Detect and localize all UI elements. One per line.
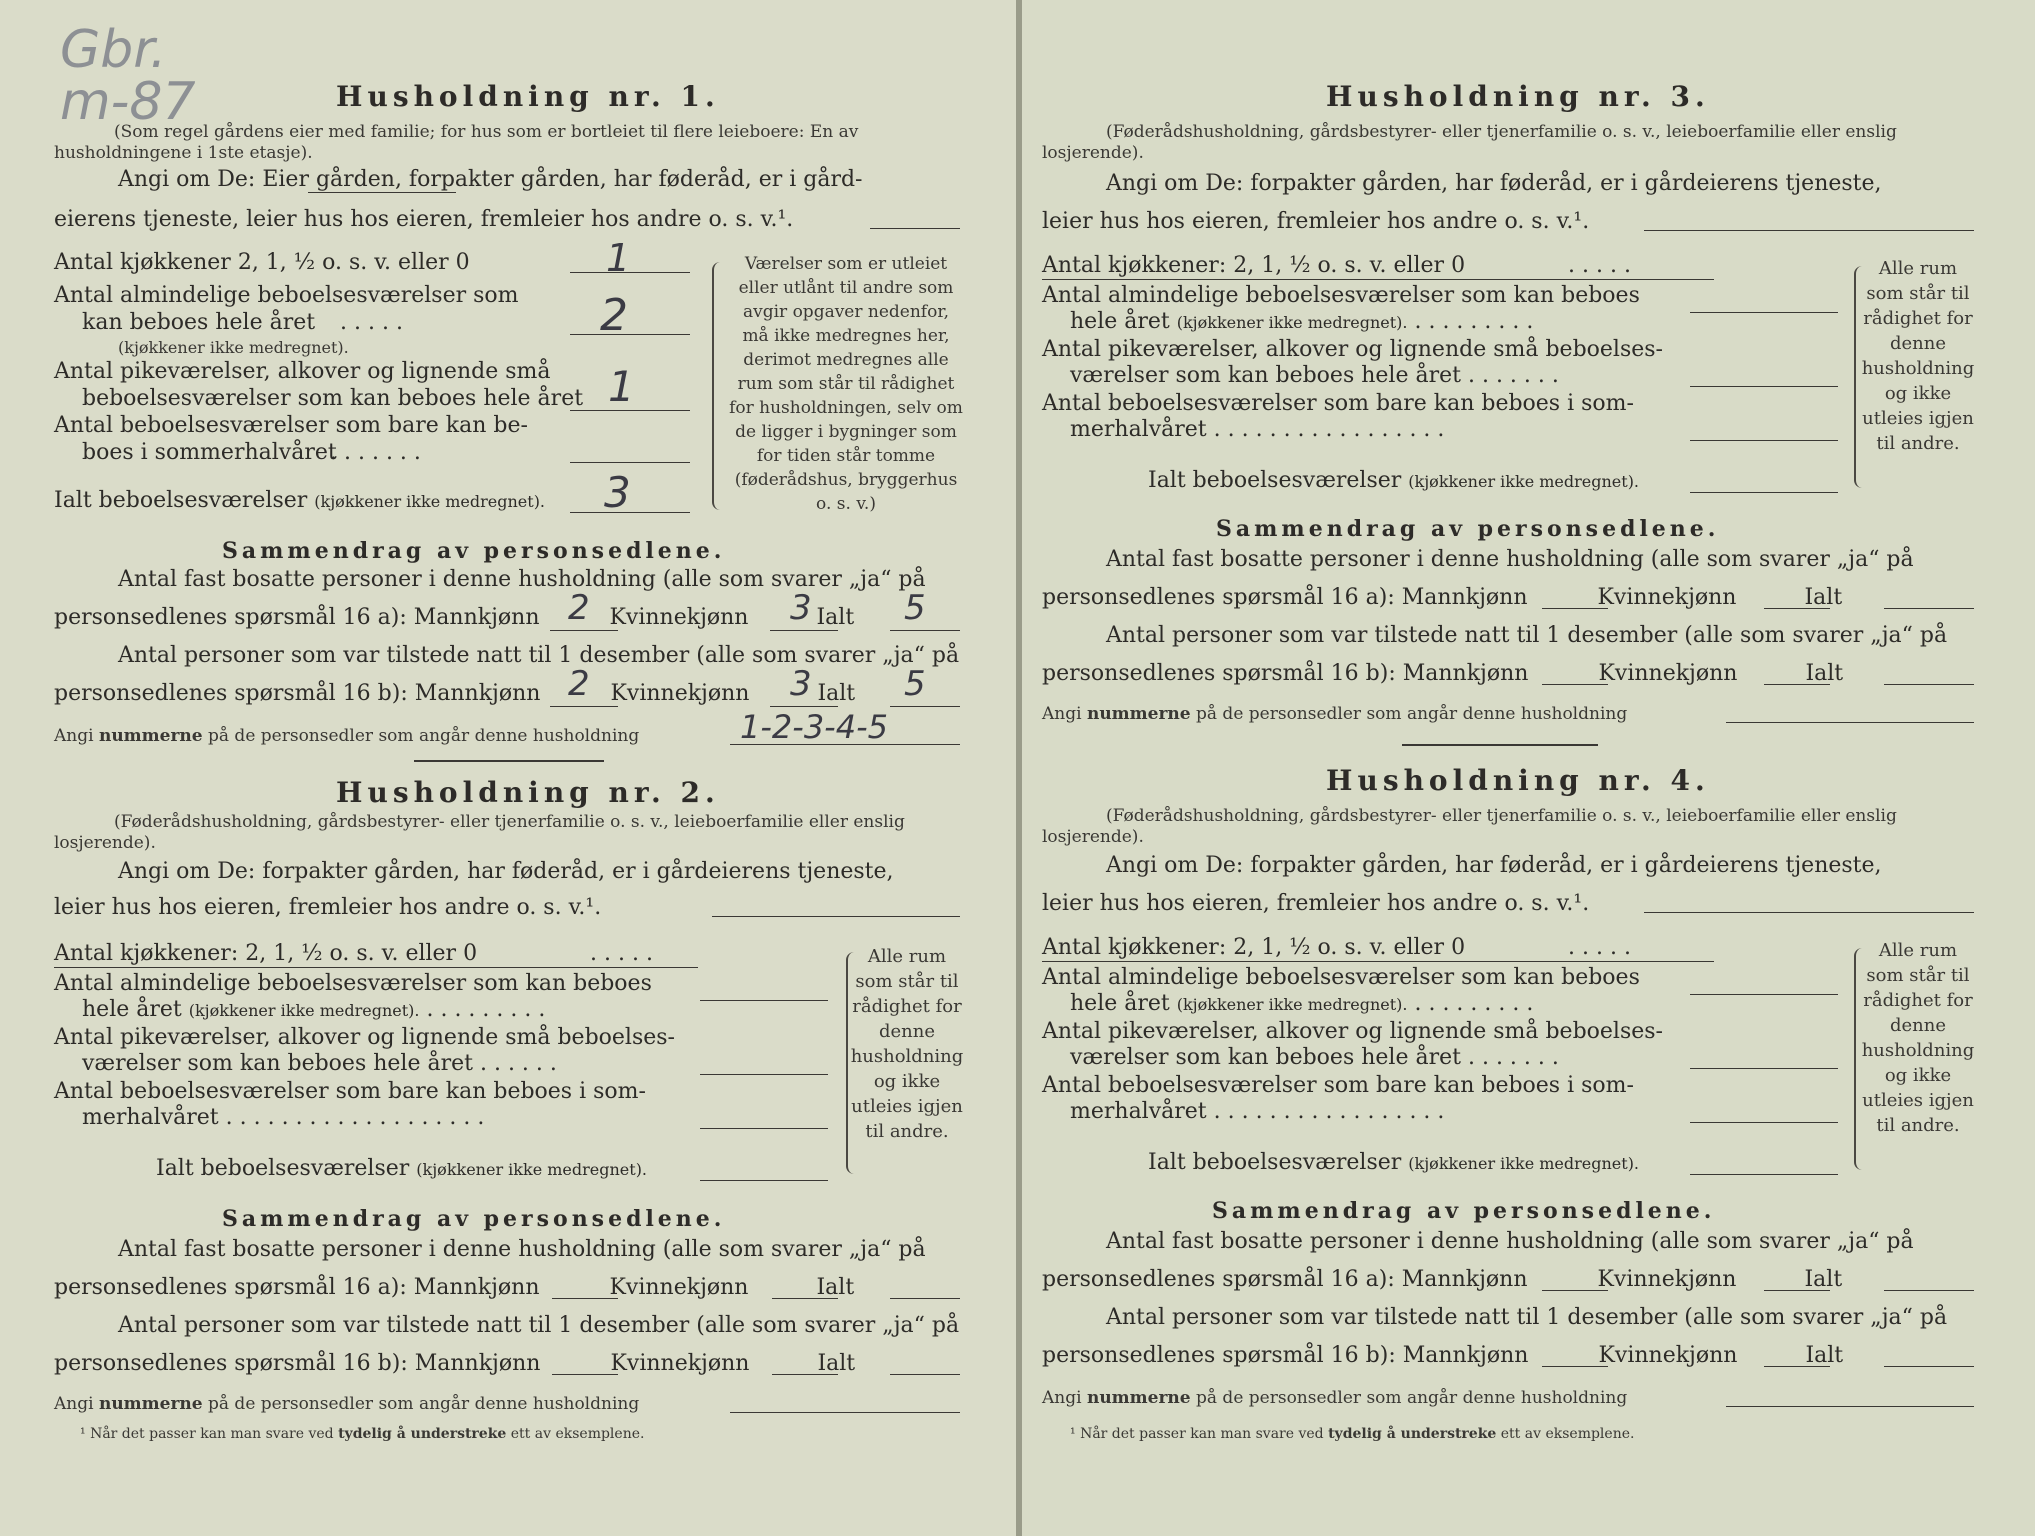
h1-pike-label-1: Antal pikeværelser, alkover og lignende små [54, 359, 551, 384]
h4-16b-kv-label: Kvinnekjønn [1598, 1343, 1738, 1368]
h3-alm-dots: . . . . . . . . . [1414, 309, 1534, 334]
h4-16a-line2 [1042, 1266, 1842, 1294]
h4-16b-k-line [1764, 1366, 1830, 1367]
h1-16b-k-line [770, 706, 838, 707]
h2-nummer-pre: Angi [54, 1394, 94, 1414]
h3-ialt-text: Ialt beboelsesværelser [1148, 468, 1402, 493]
h1-16b-label: personsedlenes spørsmål 16 b): Mannkjønn [54, 681, 541, 706]
h1-16b-ialt-label: Ialt [817, 681, 856, 706]
h4-16a-label: personsedlenes spørsmål 16 a): Mannkjønn [1042, 1267, 1528, 1292]
h1-sommer-label-1: Antal beboelsesværelser som bare kan be- [54, 413, 528, 438]
h1-16a-i-value: 5 [904, 588, 926, 628]
h3-16b-i-line [1884, 684, 1974, 685]
h2-16b-m-line [552, 1374, 618, 1375]
h4-16b-label: personsedlenes spørsmål 16 b): Mannkjønn [1042, 1343, 1529, 1368]
h1-nummer-pre: Angi [54, 726, 94, 746]
h3-nummer-pre: Angi [1042, 704, 1082, 724]
household-2-angi-line1: Angi om De: forpakter gården, har føderåd, er i gårdeierens tjeneste, [118, 859, 894, 884]
h4-sommer-label-2 [1070, 1098, 1444, 1125]
h1-alm-label-2: kan beboes hele året [82, 310, 316, 335]
h2-side-note: Alle rum som står til rådighet for denne husholdning og ikke utleies igjen til andre. [850, 946, 964, 1142]
h1-alm-line [570, 334, 690, 335]
h3-alm-label-1: Antal almindelige beboelsesværelser som kan beboes [1042, 283, 1640, 308]
h3-16a-label: personsedlenes spørsmål 16 a): Mannkjønn [1042, 585, 1528, 610]
h2-alm-dots: . . . . . . . . . [426, 997, 546, 1022]
h2-16a-line2 [54, 1274, 854, 1302]
h4-16a-i-line [1884, 1290, 1974, 1291]
h3-sommer-line [1690, 440, 1838, 441]
h2-alm-line [700, 1000, 828, 1001]
h1-ialt-text: Ialt beboelsesværelser [54, 488, 308, 513]
h4-kjokken-dots: . . . . . [1568, 935, 1631, 960]
h1-kjokken-value: 1 [606, 236, 631, 280]
household-3-note: (Føderådshusholdning, gårdsbestyrer- eller tjenerfamilie o. s. v., leieboerfamilie eller enslig losjerende). [1042, 122, 1897, 163]
h1-kjokken-label: Antal kjøkkener 2, 1, ½ o. s. v. eller 0 [54, 250, 470, 275]
h1-16a-kv-label: Kvinnekjønn [609, 605, 749, 630]
h3-alm-small: (kjøkkener ikke medregnet). [1176, 313, 1408, 332]
h1-16b-kv-label: Kvinnekjønn [610, 681, 750, 706]
right-footnote-pre: ¹ Når det passer kan man svare ved [1070, 1426, 1324, 1442]
h2-16a-k-line [772, 1298, 838, 1299]
h2-sommer-label-1: Antal beboelsesværelser som bare kan beboes i som- [54, 1079, 646, 1104]
h4-angi-fill-line [1644, 912, 1974, 913]
h3-sommer-text: merhalvåret [1070, 417, 1207, 442]
h3-pike-label-1: Antal pikeværelser, alkover og lignende små beboelses- [1042, 337, 1663, 362]
right-footnote-post: ett av eksemplene. [1500, 1426, 1635, 1442]
h1-alm-value: 2 [600, 290, 628, 341]
household-2-title: Husholdning nr. 2. [336, 776, 720, 809]
h4-sommer-dots: . . . . . . . . . . . . . . . . . [1213, 1099, 1445, 1124]
household-4-angi-line2: leier hus hos eieren, fremleier hos andre o. s. v.¹. [1042, 891, 1590, 916]
h3-angi-fill-line [1644, 230, 1974, 231]
h2-16a-label: personsedlenes spørsmål 16 a): Mannkjønn [54, 1275, 540, 1300]
h4-16b-line2 [1042, 1342, 1843, 1370]
h3-16a-kv-label: Kvinnekjønn [1597, 585, 1737, 610]
household-4-note: (Føderådshusholdning, gårdsbestyrer- eller tjenerfamilie o. s. v., leieboerfamilie eller enslig losjerende). [1042, 806, 1897, 847]
h4-sommer-label-1: Antal beboelsesværelser som bare kan beboes i som- [1042, 1073, 1634, 1098]
h1-sommer-line [570, 462, 690, 463]
h4-pike-label-2 [1070, 1044, 1559, 1071]
h1-sommer-dots: . . . . . . . [330, 440, 421, 465]
h2-nummer-post: på de personsedler som angår denne husholdning [208, 1394, 640, 1414]
h1-16b-k-value: 3 [790, 664, 812, 704]
household-1-angi-line2: eierens tjeneste, leier hus hos eieren, fremleier hos andre o. s. v.¹. [54, 207, 794, 232]
h1-ialt-small: (kjøkkener ikke medregnet). [314, 492, 546, 511]
h2-16b-line1: Antal personer som var tilstede natt til 1 desember (alle som svarer „ja“ på [118, 1313, 960, 1338]
h4-sommer-text: merhalvåret [1070, 1099, 1207, 1124]
h1-16a-k-line [770, 630, 838, 631]
h4-alm-label-2 [1070, 990, 1533, 1018]
h2-ialt-small: (kjøkkener ikke medregnet). [416, 1160, 648, 1179]
h3-alm-text: hele året [1070, 309, 1170, 334]
h4-16b-line1: Antal personer som var tilstede natt til 1 desember (alle som svarer „ja“ på [1106, 1305, 1948, 1330]
h4-16a-line1: Antal fast bosatte personer i denne husholdning (alle som svarer „ja“ på [1106, 1229, 1914, 1254]
h1-nummer-bold: nummerne [98, 726, 203, 746]
h3-sommer-label-2 [1070, 416, 1444, 443]
household-1-title: Husholdning nr. 1. [336, 80, 720, 113]
h2-alm-label-1: Antal almindelige beboelsesværelser som kan beboes [54, 971, 652, 996]
h2-pike-label-2 [82, 1050, 557, 1077]
h3-pike-line [1690, 386, 1838, 387]
h1-side-note: Værelser som er utleiet eller utlånt til andre som avgir opgaver nedenfor, må ikke medregnes her, derimot medregnes alle rum som står til rådighet for husholdningen, selv om de ligger i bygninger som for tiden står tomme (føderådshus, bryggerhus o. s. v.) [729, 254, 963, 514]
h2-nummer-label [54, 1394, 639, 1414]
left-footnote-pre: ¹ Når det passer kan man svare ved [80, 1426, 334, 1442]
h4-alm-label-1: Antal almindelige beboelsesværelser som kan beboes [1042, 965, 1640, 990]
h3-ialt-small: (kjøkkener ikke medregnet). [1408, 472, 1640, 491]
right-page [1022, 0, 2035, 1536]
h3-sommer-dots: . . . . . . . . . . . . . . . . . [1213, 417, 1445, 442]
h1-16a-m-line [550, 630, 618, 631]
h3-nummer-label [1042, 704, 1627, 724]
h3-16a-k-line [1764, 608, 1830, 609]
h2-16b-ialt-label: Ialt [817, 1351, 856, 1376]
h4-ialt-text: Ialt beboelsesværelser [1148, 1150, 1402, 1175]
h1-16a-ialt-label: Ialt [816, 605, 855, 630]
h4-pike-text: værelser som kan beboes hele året [1070, 1045, 1461, 1070]
household-1-note: (Som regel gårdens eier med familie; for hus som er bortleiet til flere leieboere: En av husholdningene i 1ste etasje). [54, 122, 859, 163]
h4-pike-label-1: Antal pikeværelser, alkover og lignende små beboelses- [1042, 1019, 1663, 1044]
h4-pike-line [1690, 1068, 1838, 1069]
h4-16b-m-line [1542, 1366, 1608, 1367]
household-4-title: Husholdning nr. 4. [1326, 764, 1710, 797]
archive-stamp: Gbr. [60, 20, 167, 80]
h1-16b-i-line [890, 706, 960, 707]
h1-16a-line1: Antal fast bosatte personer i denne husholdning (alle som svarer „ja“ på [118, 567, 926, 592]
h2-ialt-line [700, 1180, 828, 1181]
h1-16b-m-line [550, 706, 618, 707]
h4-16b-i-line [1884, 1366, 1974, 1367]
h3-sommer-label-1: Antal beboelsesværelser som bare kan beboes i som- [1042, 391, 1634, 416]
h1-sommer-label-2: boes i sommerhalvåret [82, 440, 337, 465]
h1-16a-i-line [890, 630, 960, 631]
h2-sommer-text: merhalvåret [82, 1105, 219, 1130]
household-4-angi-line1: Angi om De: forpakter gården, har føderåd, er i gårdeierens tjeneste, [1106, 853, 1882, 878]
h3-alm-line [1690, 312, 1838, 313]
h2-16b-kv-label: Kvinnekjønn [610, 1351, 750, 1376]
h2-sommer-line [700, 1128, 828, 1129]
h3-16a-line2 [1042, 584, 1842, 612]
h3-16a-ialt-label: Ialt [1804, 585, 1843, 610]
h2-kjokken-label: Antal kjøkkener: 2, 1, ½ o. s. v. eller 0 [54, 941, 478, 966]
h3-ialt-line [1690, 492, 1838, 493]
h3-16b-m-line [1542, 684, 1608, 685]
h2-16b-line2 [54, 1350, 855, 1378]
h2-pike-label-1: Antal pikeværelser, alkover og lignende små beboelses- [54, 1025, 675, 1050]
h4-nummer-bold: nummerne [1086, 1388, 1191, 1408]
h3-ialt-label [1148, 467, 1639, 495]
household-2-note: (Føderådshusholdning, gårdsbestyrer- eller tjenerfamilie o. s. v., leieboerfamilie eller enslig losjerende). [54, 812, 905, 853]
h3-kjokken-dots: . . . . . [1568, 253, 1631, 278]
h2-16a-ialt-label: Ialt [816, 1275, 855, 1300]
h2-sommer-dots: . . . . . . . . . . . . . . . . . . . [225, 1105, 485, 1130]
h1-side-brace [712, 262, 728, 510]
h2-alm-text: hele året [82, 997, 182, 1022]
h3-nummer-line [1726, 722, 1974, 723]
h4-alm-text: hele året [1070, 991, 1170, 1016]
h3-16b-line2 [1042, 660, 1843, 688]
h3-16b-label: personsedlenes spørsmål 16 b): Mannkjønn [1042, 661, 1529, 686]
h2-16b-label: personsedlenes spørsmål 16 b): Mannkjønn [54, 1351, 541, 1376]
h2-nummer-line [730, 1412, 960, 1413]
h1-summary-title: Sammendrag av personsedlene. [222, 538, 726, 564]
h4-nummer-line [1726, 1406, 1974, 1407]
h4-side-note: Alle rum som står til rådighet for denne husholdning og ikke utleies igjen til andre. [1861, 940, 1975, 1136]
h3-16a-line1: Antal fast bosatte personer i denne husholdning (alle som svarer „ja“ på [1106, 547, 1914, 572]
h1-16a-k-value: 3 [790, 588, 812, 628]
h2-16b-i-line [890, 1374, 960, 1375]
h1-16b-i-value: 5 [904, 664, 926, 704]
h2-summary-title: Sammendrag av personsedlene. [222, 1206, 726, 1232]
household-3-angi-line2: leier hus hos eieren, fremleier hos andre o. s. v.¹. [1042, 209, 1590, 234]
h1-pike-value: 1 [608, 362, 635, 411]
left-footnote-bold: tydelig å understreke [338, 1426, 507, 1442]
household-3-title: Husholdning nr. 3. [1326, 80, 1710, 113]
h3-16a-m-line [1542, 608, 1608, 609]
h3-16b-k-line [1764, 684, 1830, 685]
h3-16a-i-line [1884, 608, 1974, 609]
h4-16b-ialt-label: Ialt [1805, 1343, 1844, 1368]
h4-16a-k-line [1764, 1290, 1830, 1291]
h2-pike-line [700, 1074, 828, 1075]
h3-16b-ialt-label: Ialt [1805, 661, 1844, 686]
h1-16b-line2 [54, 680, 855, 708]
h4-sommer-line [1690, 1122, 1838, 1123]
h1-alm-label-3: (kjøkkener ikke medregnet). [118, 338, 349, 357]
h1-16b-m-value: 2 [568, 664, 590, 704]
h3-kjokken-label: Antal kjøkkener: 2, 1, ½ o. s. v. eller 0 [1042, 253, 1466, 278]
h3-pike-label-2 [1070, 362, 1559, 389]
h3-side-note: Alle rum som står til rådighet for denne husholdning og ikke utleies igjen til andre. [1861, 258, 1975, 454]
h3-16b-line1: Antal personer som var tilstede natt til 1 desember (alle som svarer „ja“ på [1106, 623, 1948, 648]
h1-16a-line2 [54, 604, 854, 632]
h2-16b-k-line [772, 1374, 838, 1375]
h2-angi-fill-line [712, 916, 960, 917]
h1-alm-dots: . . . . . [340, 310, 403, 335]
h1-pike-label-2: beboelsesværelser som kan beboes hele året [82, 386, 584, 411]
h3-nummer-bold: nummerne [1086, 704, 1191, 724]
h3-h4-separator [1402, 744, 1598, 746]
h4-16a-kv-label: Kvinnekjønn [1597, 1267, 1737, 1292]
h2-pike-text: værelser som kan beboes hele året [82, 1051, 473, 1076]
h2-kjokken-dots: . . . . . [590, 941, 653, 966]
h4-alm-small: (kjøkkener ikke medregnet). [1176, 995, 1408, 1014]
h4-nummer-post: på de personsedler som angår denne husholdning [1196, 1388, 1628, 1408]
h4-ialt-line [1690, 1174, 1838, 1175]
h2-nummer-bold: nummerne [98, 1394, 203, 1414]
h1-16a-m-value: 2 [568, 588, 590, 628]
h1-nummer-value: 1-2-3-4-5 [740, 708, 888, 746]
h4-alm-dots: . . . . . . . . . [1414, 991, 1534, 1016]
h1-alm-label-1: Antal almindelige beboelsesværelser som [54, 283, 519, 308]
eier-underline [308, 192, 456, 193]
h2-pike-dots: . . . . . . [479, 1051, 557, 1076]
h4-alm-line [1690, 994, 1838, 995]
h2-alm-small: (kjøkkener ikke medregnet). [188, 1001, 420, 1020]
h3-alm-label-2 [1070, 308, 1533, 336]
h3-16b-kv-label: Kvinnekjønn [1598, 661, 1738, 686]
h2-ialt-text: Ialt beboelsesværelser [156, 1156, 410, 1181]
h2-16a-m-line [552, 1298, 618, 1299]
h2-sommer-label-2 [82, 1104, 484, 1131]
h1-nummer-post: på de personsedler som angår denne husholdning [208, 726, 640, 746]
h2-kjokken-line [54, 967, 698, 968]
h3-pike-dots: . . . . . . . [1467, 363, 1559, 388]
h4-16a-ialt-label: Ialt [1804, 1267, 1843, 1292]
h1-16b-line1: Antal personer som var tilstede natt til 1 desember (alle som svarer „ja“ på [118, 643, 960, 668]
left-footnote-post: ett av eksemplene. [510, 1426, 645, 1442]
h1-nummer-label [54, 726, 639, 746]
h2-ialt-label [156, 1155, 647, 1183]
h3-nummer-post: på de personsedler som angår denne husholdning [1196, 704, 1628, 724]
left-footnote [80, 1426, 644, 1442]
h4-summary-title: Sammendrag av personsedlene. [1212, 1198, 1716, 1224]
household-2-angi-line2: leier hus hos eieren, fremleier hos andre o. s. v.¹. [54, 895, 602, 920]
h4-pike-dots: . . . . . . . [1467, 1045, 1559, 1070]
archive-stamp-line2: m-87 [60, 72, 196, 132]
right-footnote-bold: tydelig å understreke [1328, 1426, 1497, 1442]
h1-h2-separator [414, 760, 604, 762]
household-1-angi-line1: Angi om De: Eier gården, forpakter gården, har føderåd, er i gård- [118, 167, 863, 192]
h2-16a-i-line [890, 1298, 960, 1299]
h2-16a-kv-label: Kvinnekjønn [609, 1275, 749, 1300]
h1-ialt-value: 3 [604, 468, 631, 517]
h3-summary-title: Sammendrag av personsedlene. [1216, 516, 1720, 542]
right-footnote [1070, 1426, 1634, 1442]
h3-pike-text: værelser som kan beboes hele året [1070, 363, 1461, 388]
h4-nummer-pre: Angi [1042, 1388, 1082, 1408]
h4-kjokken-line [1042, 961, 1714, 962]
h3-kjokken-line [1042, 279, 1714, 280]
h1-16a-label: personsedlenes spørsmål 16 a): Mannkjønn [54, 605, 540, 630]
angi-fill-line [870, 228, 960, 229]
household-3-angi-line1: Angi om De: forpakter gården, har føderåd, er i gårdeierens tjeneste, [1106, 171, 1882, 196]
h1-ialt-label [54, 487, 545, 515]
h2-alm-label-2 [82, 996, 545, 1024]
h4-ialt-small: (kjøkkener ikke medregnet). [1408, 1154, 1640, 1173]
h2-16a-line1: Antal fast bosatte personer i denne husholdning (alle som svarer „ja“ på [118, 1237, 926, 1262]
h4-16a-m-line [1542, 1290, 1608, 1291]
h4-kjokken-label: Antal kjøkkener: 2, 1, ½ o. s. v. eller 0 [1042, 935, 1466, 960]
h4-ialt-label [1148, 1149, 1639, 1177]
h4-nummer-label [1042, 1388, 1627, 1408]
